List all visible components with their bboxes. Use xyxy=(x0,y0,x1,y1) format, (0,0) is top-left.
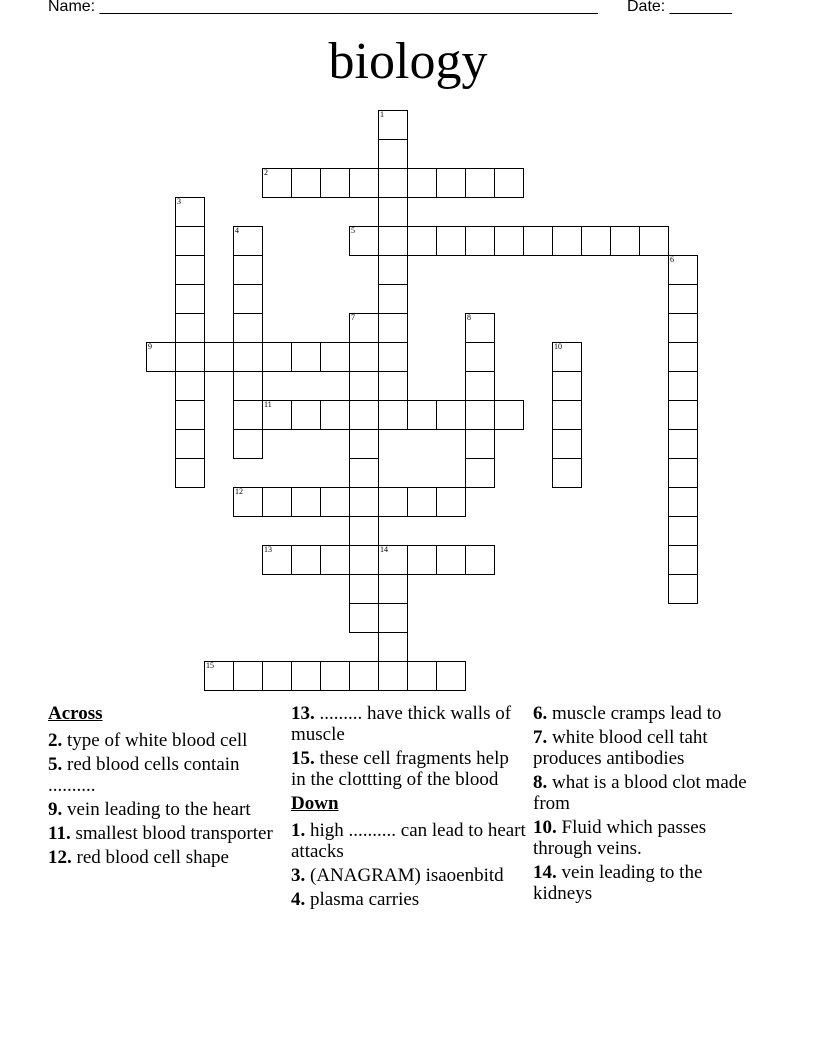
clues-column-2 xyxy=(291,703,527,913)
crossword-cell[interactable] xyxy=(552,429,582,459)
crossword-cell[interactable] xyxy=(146,342,176,372)
crossword-cell[interactable] xyxy=(465,226,495,256)
crossword-cell[interactable] xyxy=(349,516,379,546)
clue-number: 14 xyxy=(380,545,388,554)
clue-number: 6 xyxy=(670,255,674,264)
crossword-cell[interactable] xyxy=(378,603,408,633)
crossword-cell[interactable] xyxy=(175,255,205,285)
crossword-cell[interactable] xyxy=(233,400,263,430)
crossword-cell[interactable] xyxy=(175,400,205,430)
crossword-cell[interactable] xyxy=(262,545,292,575)
crossword-cell[interactable] xyxy=(233,487,263,517)
clue-number: 4 xyxy=(235,226,239,235)
clue-number: 3 xyxy=(177,197,181,206)
crossword-cell[interactable] xyxy=(668,429,698,459)
crossword-cell[interactable] xyxy=(378,313,408,343)
clue-number: 1 xyxy=(380,110,384,119)
crossword-cell[interactable] xyxy=(378,284,408,314)
crossword-cell[interactable] xyxy=(378,226,408,256)
clue-item xyxy=(291,889,527,910)
crossword-cell[interactable] xyxy=(175,284,205,314)
crossword-cell[interactable] xyxy=(407,661,437,691)
crossword-cell[interactable] xyxy=(552,226,582,256)
crossword-cell[interactable] xyxy=(407,226,437,256)
clue-text: (ANAGRAM) isaoenbitd xyxy=(305,865,504,886)
clue-number: 11. xyxy=(48,823,71,844)
crossword-cell[interactable] xyxy=(175,197,205,227)
crossword-cell[interactable] xyxy=(349,400,379,430)
crossword-cell[interactable] xyxy=(262,400,292,430)
crossword-cell[interactable] xyxy=(378,487,408,517)
clue-text: ......... have thick walls of muscle xyxy=(291,703,512,745)
clue-number: 10 xyxy=(554,342,562,351)
crossword-cell[interactable] xyxy=(349,545,379,575)
crossword-cell[interactable] xyxy=(349,458,379,488)
crossword-cell[interactable] xyxy=(262,487,292,517)
clue-number: 9. xyxy=(48,799,63,820)
clue-number: 10. xyxy=(533,817,557,838)
crossword-cell[interactable] xyxy=(668,255,698,285)
crossword-cell[interactable] xyxy=(436,400,466,430)
crossword-cell[interactable] xyxy=(204,342,234,372)
clue-number: 2 xyxy=(264,168,268,177)
crossword-cell[interactable] xyxy=(233,429,263,459)
crossword-cell[interactable] xyxy=(378,661,408,691)
crossword-cell[interactable] xyxy=(668,400,698,430)
crossword-cell[interactable] xyxy=(378,371,408,401)
crossword-cell[interactable] xyxy=(494,400,524,430)
clues-column-1 xyxy=(48,703,280,871)
crossword-cell[interactable] xyxy=(378,255,408,285)
crossword-cell[interactable] xyxy=(233,313,263,343)
clue-number: 12. xyxy=(48,847,72,868)
clue-text: white blood cell taht produces antibodies xyxy=(533,727,708,769)
crossword-cell[interactable] xyxy=(378,342,408,372)
clue-number: 15 xyxy=(206,661,214,670)
across-heading: Across xyxy=(48,703,103,724)
crossword-cell[interactable] xyxy=(668,458,698,488)
crossword-cell[interactable] xyxy=(407,400,437,430)
clue-item xyxy=(291,820,527,862)
clue-number: 13. xyxy=(291,703,315,724)
crossword-cell[interactable] xyxy=(291,342,321,372)
clue-text: what is a blood clot made from xyxy=(533,772,747,814)
crossword-cell[interactable] xyxy=(262,661,292,691)
crossword-cell[interactable] xyxy=(378,400,408,430)
clue-number: 4. xyxy=(291,889,306,910)
crossword-cell[interactable] xyxy=(668,545,698,575)
crossword-cell[interactable] xyxy=(378,574,408,604)
crossword-cell[interactable] xyxy=(262,342,292,372)
crossword-cell[interactable] xyxy=(349,313,379,343)
crossword-cell[interactable] xyxy=(436,168,466,198)
crossword-cell[interactable] xyxy=(552,458,582,488)
crossword-cell[interactable] xyxy=(407,168,437,198)
clue-number: 8. xyxy=(533,772,548,793)
clue-number: 3. xyxy=(291,865,306,886)
crossword-cell[interactable] xyxy=(668,313,698,343)
clue-number: 14. xyxy=(533,862,557,883)
crossword-cell[interactable] xyxy=(378,110,408,140)
crossword-cell[interactable] xyxy=(552,371,582,401)
name-field[interactable]: Name: ________________________________________________________ xyxy=(48,0,598,15)
crossword-cell[interactable] xyxy=(320,400,350,430)
crossword-cell[interactable] xyxy=(639,226,669,256)
crossword-cell[interactable] xyxy=(349,168,379,198)
crossword-cell[interactable] xyxy=(320,545,350,575)
clue-text: smallest blood transporter xyxy=(70,823,273,844)
clues-column-3 xyxy=(533,703,753,907)
clue-text: red blood cells contain .......... xyxy=(48,754,240,796)
crossword-cell[interactable] xyxy=(378,545,408,575)
clue-number: 12 xyxy=(235,487,243,496)
crossword-cell[interactable] xyxy=(465,429,495,459)
clue-item xyxy=(48,799,280,820)
crossword-cell[interactable] xyxy=(668,371,698,401)
crossword-cell[interactable] xyxy=(523,226,553,256)
clue-item xyxy=(533,727,753,769)
clue-text: these cell fragments help in the clottting of the blood xyxy=(291,748,509,790)
clue-item xyxy=(291,865,527,886)
crossword-cell[interactable] xyxy=(407,487,437,517)
crossword-cell[interactable] xyxy=(349,574,379,604)
date-field[interactable]: Date: _______ xyxy=(627,0,732,15)
crossword-cell[interactable] xyxy=(291,487,321,517)
clue-number: 6. xyxy=(533,703,548,724)
crossword-cell[interactable] xyxy=(175,342,205,372)
crossword-cell[interactable] xyxy=(407,545,437,575)
crossword-cell[interactable] xyxy=(175,429,205,459)
clue-item xyxy=(533,862,753,904)
crossword-cell[interactable] xyxy=(204,661,234,691)
page-title: biology xyxy=(328,33,488,90)
crossword-cell[interactable] xyxy=(233,226,263,256)
clue-number: 1. xyxy=(291,820,306,841)
crossword-cell[interactable] xyxy=(349,342,379,372)
crossword-cell[interactable] xyxy=(320,168,350,198)
crossword-cell[interactable] xyxy=(349,226,379,256)
crossword-cell[interactable] xyxy=(465,168,495,198)
crossword-cell[interactable] xyxy=(668,574,698,604)
crossword-cell[interactable] xyxy=(378,139,408,169)
clue-item xyxy=(48,823,280,844)
crossword-cell[interactable] xyxy=(349,603,379,633)
clue-number: 5 xyxy=(351,226,355,235)
crossword-cell[interactable] xyxy=(436,545,466,575)
clue-text: vein leading to the kidneys xyxy=(533,862,703,904)
crossword-cell[interactable] xyxy=(494,168,524,198)
crossword-cell[interactable] xyxy=(465,400,495,430)
crossword-cell[interactable] xyxy=(349,661,379,691)
crossword-cell[interactable] xyxy=(175,458,205,488)
crossword-cell[interactable] xyxy=(436,226,466,256)
crossword-cell[interactable] xyxy=(320,487,350,517)
crossword-cell[interactable] xyxy=(436,661,466,691)
crossword-cell[interactable] xyxy=(465,342,495,372)
crossword-cell[interactable] xyxy=(175,371,205,401)
clue-item xyxy=(533,772,753,814)
crossword-cell[interactable] xyxy=(465,313,495,343)
clue-number: 7 xyxy=(351,313,355,322)
crossword-cell[interactable] xyxy=(320,661,350,691)
clue-text: Fluid which passes through veins. xyxy=(533,817,707,859)
crossword-cell[interactable] xyxy=(668,342,698,372)
crossword-cell[interactable] xyxy=(465,458,495,488)
crossword-cell[interactable] xyxy=(610,226,640,256)
crossword-cell[interactable] xyxy=(291,545,321,575)
crossword-cell[interactable] xyxy=(668,487,698,517)
clue-number: 15. xyxy=(291,748,315,769)
crossword-cell[interactable] xyxy=(436,487,466,517)
clue-item xyxy=(48,754,280,796)
clue-text: high .......... can lead to heart attacks xyxy=(291,820,526,862)
clue-item xyxy=(533,817,753,859)
clue-item xyxy=(291,703,527,745)
crossword-cell[interactable] xyxy=(378,632,408,662)
clue-item xyxy=(533,703,753,724)
clue-item xyxy=(48,730,280,751)
crossword-cell[interactable] xyxy=(668,516,698,546)
clue-number: 5. xyxy=(48,754,63,775)
crossword-cell[interactable] xyxy=(465,371,495,401)
clue-text: red blood cell shape xyxy=(71,847,229,868)
clue-item xyxy=(48,847,280,868)
crossword-cell[interactable] xyxy=(465,545,495,575)
crossword-cell[interactable] xyxy=(349,371,379,401)
clue-number: 11 xyxy=(264,400,272,409)
crossword-cell[interactable] xyxy=(233,284,263,314)
crossword-cell[interactable] xyxy=(233,371,263,401)
crossword-cell[interactable] xyxy=(552,400,582,430)
crossword-cell[interactable] xyxy=(349,487,379,517)
crossword-cell[interactable] xyxy=(494,226,524,256)
clue-number: 7. xyxy=(533,727,548,748)
crossword-cell[interactable] xyxy=(581,226,611,256)
crossword-cell[interactable] xyxy=(262,168,292,198)
crossword-cell[interactable] xyxy=(320,342,350,372)
crossword-cell[interactable] xyxy=(291,661,321,691)
crossword-cell[interactable] xyxy=(175,313,205,343)
down-heading: Down xyxy=(291,793,339,814)
crossword-cell[interactable] xyxy=(175,226,205,256)
crossword-cell[interactable] xyxy=(233,342,263,372)
crossword-cell[interactable] xyxy=(233,255,263,285)
clue-text: plasma carries xyxy=(305,889,420,910)
crossword-cell[interactable] xyxy=(291,168,321,198)
crossword-cell[interactable] xyxy=(668,284,698,314)
crossword-cell[interactable] xyxy=(552,342,582,372)
crossword-cell[interactable] xyxy=(378,168,408,198)
clue-text: vein leading to the heart xyxy=(62,799,251,820)
clue-number: 2. xyxy=(48,730,63,751)
clue-text: type of white blood cell xyxy=(62,730,248,751)
clue-number: 13 xyxy=(264,545,272,554)
crossword-cell[interactable] xyxy=(291,400,321,430)
clue-number: 9 xyxy=(148,342,152,351)
crossword-cell[interactable] xyxy=(233,661,263,691)
clue-item xyxy=(291,748,527,790)
crossword-cell[interactable] xyxy=(378,197,408,227)
crossword-cell[interactable] xyxy=(349,429,379,459)
clue-text: muscle cramps lead to xyxy=(547,703,722,724)
clue-number: 8 xyxy=(467,313,471,322)
